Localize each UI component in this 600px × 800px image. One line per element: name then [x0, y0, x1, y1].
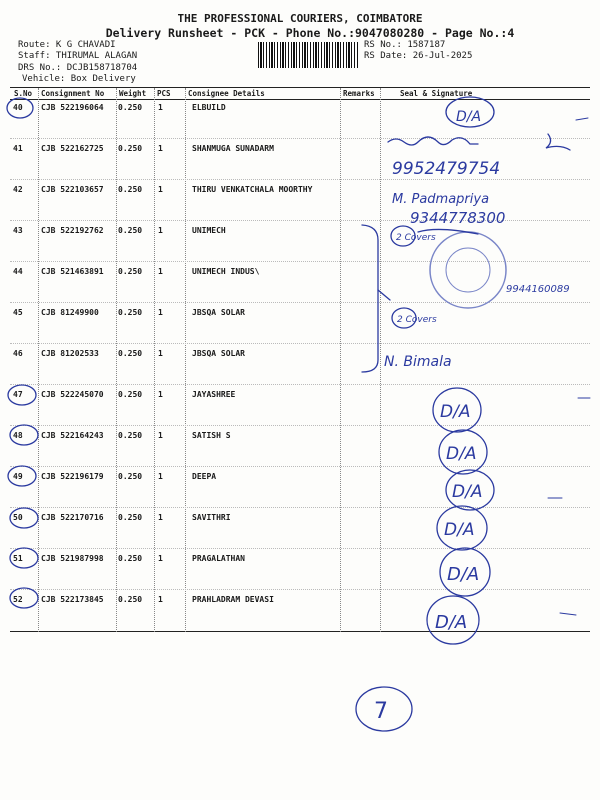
cell-weight: 0.250 — [118, 267, 143, 276]
handwritten-name: N. Bimala — [384, 354, 452, 370]
cell-consignment-no: CJB 522196064 — [41, 103, 104, 112]
da-mark: D/A — [435, 612, 468, 633]
sno-circle-mark — [8, 466, 36, 486]
cell-consignee-name: ELBUILD — [192, 103, 226, 112]
cell-sno: 48 — [13, 431, 23, 440]
cell-weight: 0.250 — [118, 513, 143, 522]
cell-weight: 0.250 — [118, 431, 143, 440]
cell-pcs: 1 — [158, 185, 163, 194]
cell-consignee-name: JAYASHREE — [192, 390, 236, 399]
cell-consignee-name: THIRU VENKATCHALA MOORTHY — [192, 185, 313, 194]
cell-consignee-name: SHANMUGA SUNADARM — [192, 144, 274, 153]
cell-sno: 49 — [13, 472, 23, 481]
col-header-consignment: Consignment No — [41, 89, 105, 98]
cell-consignment-no: CJB 522192762 — [41, 226, 104, 235]
cell-consignment-no: CJB 81202533 — [41, 349, 99, 358]
sno-circle-mark — [10, 425, 38, 445]
cell-weight: 0.250 — [118, 226, 143, 235]
cell-consignee-name: UNIMECH INDUS\ — [192, 267, 260, 276]
cell-pcs: 1 — [158, 595, 163, 604]
cell-weight: 0.250 — [118, 103, 143, 112]
cell-consignee-name: SATISH S — [192, 431, 231, 440]
company-seal-stamp — [446, 248, 490, 292]
rs-date: RS Date: 26-Jul-2025 — [364, 51, 473, 61]
company-title: THE PROFESSIONAL COURIERS, COIMBATORE — [177, 12, 423, 25]
cell-pcs: 1 — [158, 308, 163, 317]
cell-consignment-no: CJB 522164243 — [41, 431, 104, 440]
cell-consignment-no: CJB 521463891 — [41, 267, 104, 276]
col-header-seal: Seal & Signature — [400, 89, 473, 98]
cell-sno: 52 — [13, 595, 23, 604]
cell-pcs: 1 — [158, 390, 163, 399]
cell-consignment-no: CJB 522103657 — [41, 185, 104, 194]
cell-pcs: 1 — [158, 144, 163, 153]
cell-consignment-no: CJB 522196179 — [41, 472, 104, 481]
cell-consignment-no: CJB 522245070 — [41, 390, 104, 399]
cell-consignee-name: JBSQA SOLAR — [192, 349, 245, 358]
handwritten-phone: 9952479754 — [392, 159, 501, 179]
drs-label: DRS No.: DCJB158718704 — [18, 63, 138, 73]
cell-pcs: 1 — [158, 431, 163, 440]
cell-sno: 41 — [13, 144, 23, 153]
da-mark: D/A — [447, 564, 480, 585]
cell-pcs: 1 — [158, 472, 163, 481]
sno-circle-mark — [10, 588, 38, 608]
handwritten-page-total: 7 — [374, 699, 388, 724]
da-mark: D/A — [440, 402, 471, 422]
cell-sno: 44 — [13, 267, 23, 276]
handwritten-note: 2 Covers — [397, 315, 437, 325]
cell-consignee-name: SAVITHRI — [192, 513, 231, 522]
company-seal-stamp — [430, 232, 506, 308]
handwritten-phone: 9344778300 — [410, 209, 506, 227]
da-mark: D/A — [444, 520, 475, 540]
vehicle-label: Vehicle: Box Delivery — [22, 74, 136, 84]
col-header-weight: Weight — [119, 89, 147, 98]
cell-sno: 42 — [13, 185, 23, 194]
cell-weight: 0.250 — [118, 349, 143, 358]
da-mark: D/A — [456, 109, 482, 125]
cell-consignee-name: JBSQA SOLAR — [192, 308, 245, 317]
col-header-sno: S.No — [14, 89, 33, 98]
cell-pcs: 1 — [158, 554, 163, 563]
cell-consignee-name: PRAGALATHAN — [192, 554, 245, 563]
handwritten-note: 2 Covers — [396, 233, 436, 243]
runsheet-title: Delivery Runsheet - PCK - Phone No.:9047080280 - Page No.:4 — [105, 26, 515, 40]
col-header-consignee: Consignee Details — [188, 89, 265, 98]
cell-consignee-name: DEEPA — [192, 472, 217, 481]
cell-pcs: 1 — [158, 513, 163, 522]
cell-sno: 46 — [13, 349, 23, 358]
cell-weight: 0.250 — [118, 390, 143, 399]
cell-weight: 0.250 — [118, 472, 143, 481]
cell-weight: 0.250 — [118, 144, 143, 153]
sno-circle-mark — [8, 385, 36, 405]
rs-number: RS No.: 1587187 — [364, 40, 446, 50]
sno-circle-mark — [10, 548, 38, 568]
cell-weight: 0.250 — [118, 185, 143, 194]
col-header-pcs: PCS — [157, 89, 171, 98]
cell-sno: 50 — [13, 513, 23, 522]
bracket-mark — [378, 290, 390, 300]
cell-consignment-no: CJB 522162725 — [41, 144, 104, 153]
da-mark: D/A — [446, 444, 477, 464]
cell-pcs: 1 — [158, 226, 163, 235]
cell-consignment-no: CJB 521987998 — [41, 554, 104, 563]
signature-scribble — [388, 134, 570, 150]
cell-weight: 0.250 — [118, 308, 143, 317]
da-mark: D/A — [452, 482, 483, 502]
cell-sno: 47 — [13, 390, 23, 399]
staff-label: Staff: THIRUMAL ALAGAN — [18, 51, 138, 61]
cell-pcs: 1 — [158, 103, 163, 112]
handwritten-name: M. Padmapriya — [392, 192, 490, 207]
cell-consignee-name: PRAHLADRAM DEVASI — [192, 595, 274, 604]
cell-weight: 0.250 — [118, 554, 143, 563]
cell-consignee-name: UNIMECH — [192, 226, 226, 235]
cell-sno: 43 — [13, 226, 23, 235]
tick-mark — [548, 118, 590, 615]
col-header-remarks: Remarks — [343, 89, 375, 98]
cell-pcs: 1 — [158, 267, 163, 276]
bracket-mark — [362, 225, 378, 372]
route-label: Route: K G CHAVADI — [18, 40, 116, 50]
sno-circle-mark — [10, 508, 38, 528]
sno-circle-mark — [7, 98, 33, 118]
cell-consignment-no: CJB 522170716 — [41, 513, 104, 522]
cell-consignment-no: CJB 522173845 — [41, 595, 104, 604]
cell-sno: 45 — [13, 308, 23, 317]
cell-sno: 40 — [13, 103, 23, 112]
cell-consignment-no: CJB 81249900 — [41, 308, 99, 317]
handwritten-phone: 9944160089 — [506, 284, 570, 295]
cell-sno: 51 — [13, 554, 23, 563]
cell-pcs: 1 — [158, 349, 163, 358]
cell-weight: 0.250 — [118, 595, 143, 604]
